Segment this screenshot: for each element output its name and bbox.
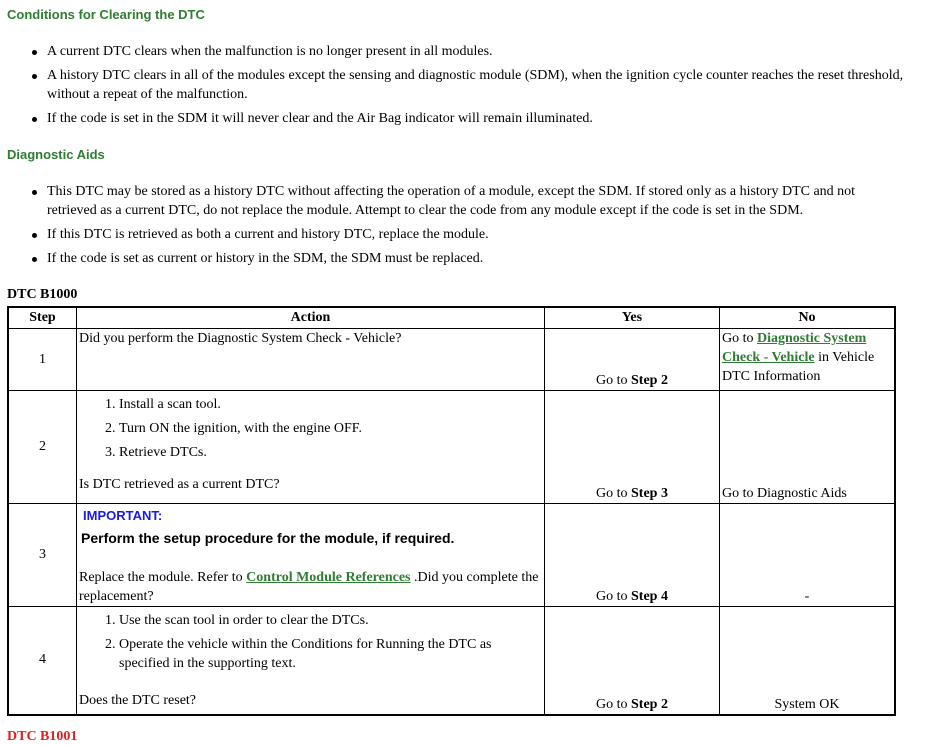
step-number: 2: [8, 391, 77, 504]
table-row: [8, 504, 895, 607]
substep-list: [79, 395, 542, 462]
action-question: Does the DTC reset?: [79, 693, 197, 708]
step-number: 4: [8, 607, 77, 715]
bullet-icon: [32, 257, 37, 262]
yes-step-ref: Step 2: [631, 696, 668, 712]
header-yes: Yes: [545, 307, 720, 329]
yes-cell: Go to Step 2: [545, 329, 720, 391]
yes-step-ref: Step 2: [631, 373, 668, 388]
action-question: Did you perform the Diagnostic System Check - Vehicle?: [79, 331, 402, 346]
list-item: If the code is set in the SDM it will never clear and the Air Bag indicator will remain illuminated.: [0, 109, 905, 128]
bullet-icon: [32, 117, 37, 122]
no-cell: Go to Diagnostic Aids: [720, 391, 896, 504]
control-module-references-link[interactable]: Control Module References: [246, 570, 411, 585]
action-question: Replace the module. Refer to Control Module References .Did you complete the replacement?: [79, 570, 539, 604]
action-cell: [77, 329, 545, 391]
yes-cell: Go to Step 3: [545, 391, 720, 504]
bullet-icon: [32, 74, 37, 79]
step-number: 1: [8, 329, 77, 391]
next-dtc-title: DTC B1001: [7, 729, 78, 744]
yes-step-ref: Step 4: [631, 589, 668, 604]
yes-cell: Go to Step 4: [545, 504, 720, 607]
yes-step-ref: Step 3: [631, 486, 668, 501]
list-item: A current DTC clears when the malfunction is no longer present in all modules.: [0, 42, 905, 61]
list-item: 2. Operate the vehicle within the Conditions for Running the DTC as specified in the supporting text.: [119, 635, 542, 673]
section-title-diagnostic-aids: Diagnostic Aids: [7, 147, 105, 162]
diagnostic-system-check-link[interactable]: Diagnostic System Check - Vehicle: [722, 331, 867, 365]
dtc-table-title: DTC B1000: [7, 287, 78, 302]
clearing-conditions-list: [0, 42, 905, 133]
important-label: IMPORTANT:: [83, 508, 163, 523]
action-cell: [77, 607, 545, 715]
step-number: 3: [8, 504, 77, 607]
bullet-icon: [32, 233, 37, 238]
no-cell: System OK: [720, 607, 896, 715]
list-item: 1. Use the scan tool in order to clear the DTCs.: [119, 611, 542, 630]
action-cell: [77, 504, 545, 607]
action-cell: [77, 391, 545, 504]
bullet-icon: [32, 50, 37, 55]
important-note: Perform the setup procedure for the module, if required.: [81, 530, 455, 546]
no-cell: -: [720, 504, 896, 607]
section-title-clearing: Conditions for Clearing the DTC: [7, 7, 205, 22]
list-item: This DTC may be stored as a history DTC without affecting the operation of a module, except the SDM. If stored only as a history DTC and not retrieved as a current DTC, do not replace the module. Attempt to clear the code from any module except if the code is set in the SDM.: [0, 182, 905, 220]
table-row: [8, 607, 895, 715]
list-item: 3. Retrieve DTCs.: [119, 443, 542, 462]
header-no: No: [720, 307, 896, 329]
list-item: If this DTC is retrieved as both a current and history DTC, replace the module.: [0, 225, 905, 244]
no-cell: Go to Diagnostic System Check - Vehicle in Vehicle DTC Information: [720, 329, 896, 391]
table-header-row: [8, 307, 895, 329]
list-item: A history DTC clears in all of the modules except the sensing and diagnostic module (SDM), when the ignition cycle counter reaches the reset threshold, without a repeat of the malfunction.: [0, 66, 905, 104]
table-row: [8, 329, 895, 391]
header-step: Step: [8, 307, 77, 329]
yes-cell: Go to Step 2: [545, 607, 720, 715]
substep-list: [79, 611, 542, 673]
dtc-table: [7, 306, 896, 716]
bullet-icon: [32, 190, 37, 195]
list-item: 1. Install a scan tool.: [119, 395, 542, 414]
list-item: If the code is set as current or history in the SDM, the SDM must be replaced.: [0, 249, 905, 268]
action-question: Is DTC retrieved as a current DTC?: [79, 477, 280, 492]
table-row: [8, 391, 895, 504]
diagnostic-aids-list: [0, 182, 905, 273]
header-action: Action: [77, 307, 545, 329]
list-item: 2. Turn ON the ignition, with the engine OFF.: [119, 419, 542, 438]
